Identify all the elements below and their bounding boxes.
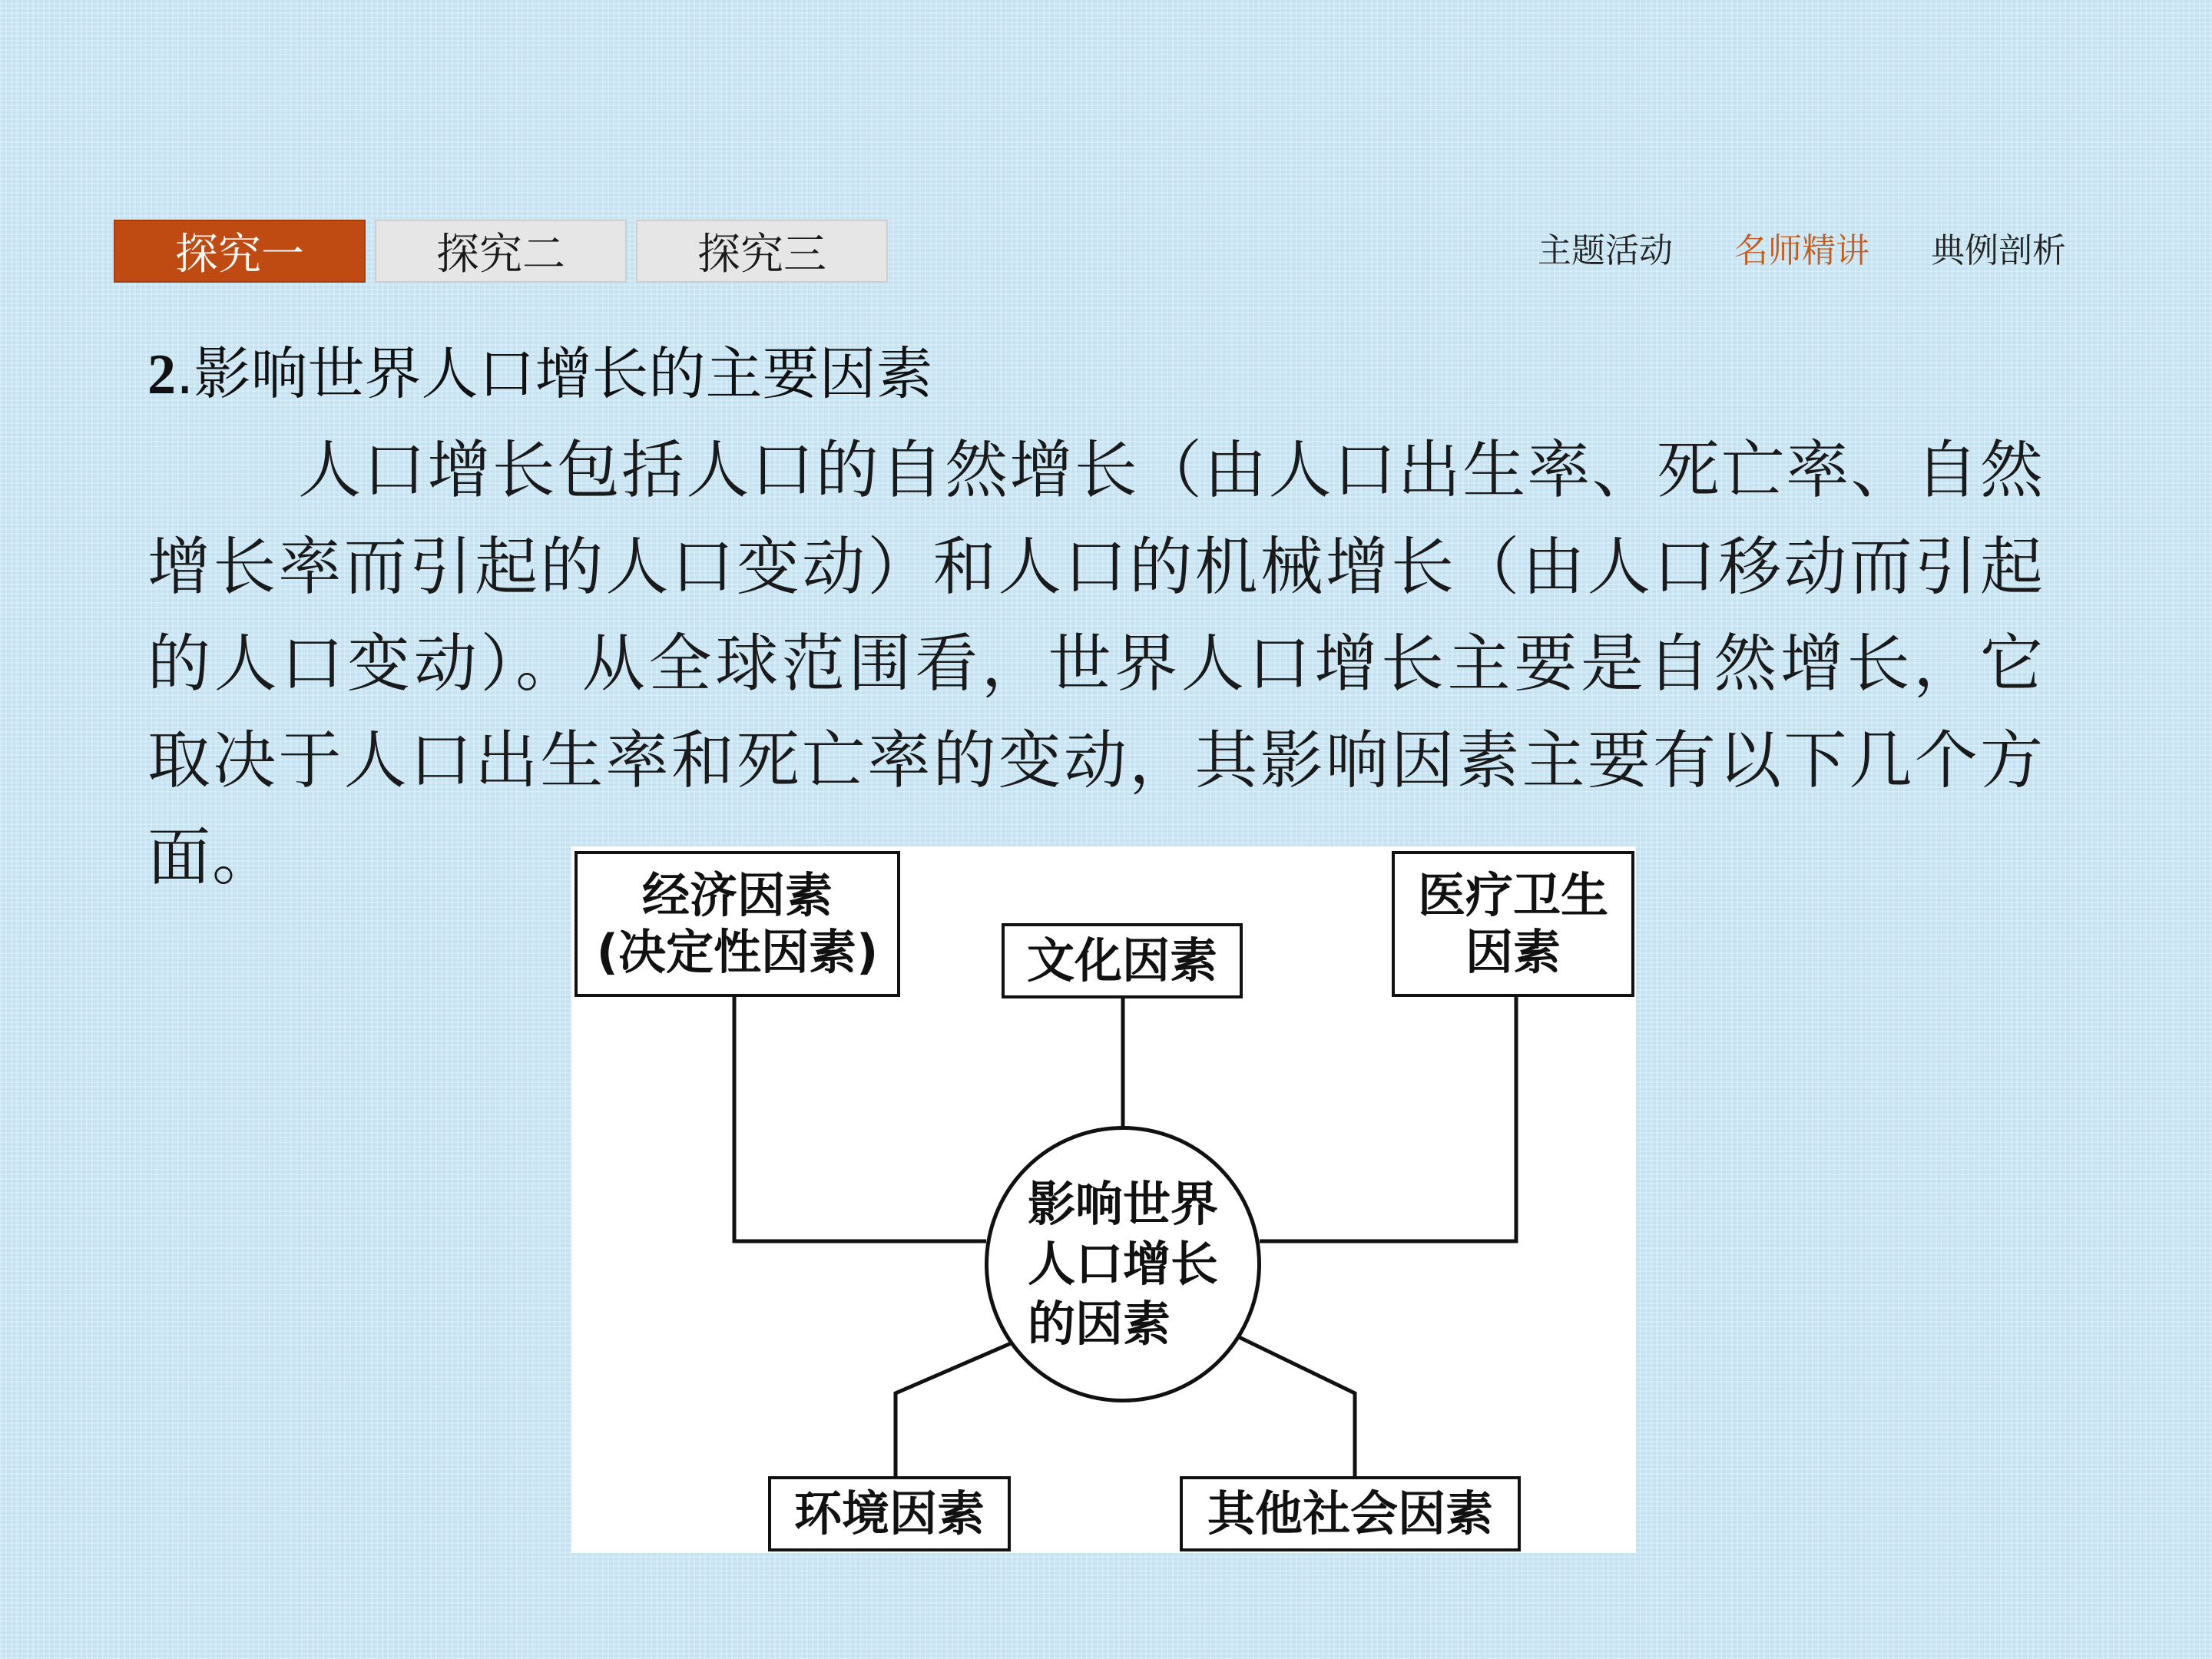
- connector-medical: [1260, 997, 1516, 1241]
- heading-number: 2: [147, 343, 176, 406]
- economic-factor-box: [575, 851, 900, 997]
- nav-theme-activity[interactable]: 主题活动: [1538, 231, 1673, 270]
- social-factor-label: 其他社会因素: [1207, 1485, 1493, 1541]
- section-nav: [1538, 223, 2066, 272]
- body-paragraph: 人口增长包括人口的自然增长（由人口出生率、死亡率、自然增长率而引起的人口变动）和人口的机械增长（由人口移动而引起的人口变动）。从全球范围看，世界人口增长主要是自然增长，它取决于人口出生率和死亡率的变动，其影响因素主要有以下几个方面。: [147, 434, 2045, 894]
- environment-factor-box: [768, 1476, 1011, 1551]
- culture-factor-box: [1002, 923, 1243, 998]
- social-factor-box: [1180, 1476, 1521, 1551]
- connector-economic: [734, 997, 986, 1241]
- section-heading: [147, 329, 933, 410]
- nav-teacher-lecture[interactable]: 名师精讲: [1734, 231, 1869, 270]
- tab-explore-3[interactable]: 探究三: [636, 220, 888, 283]
- tab-bar: [114, 220, 897, 283]
- medical-factor-label: 医疗卫生 因素: [1417, 867, 1608, 980]
- central-circle: [985, 1126, 1261, 1402]
- tab-explore-1[interactable]: 探究一: [114, 220, 366, 283]
- factors-diagram: [571, 846, 1636, 1553]
- economic-factor-label: 经济因素 (决定性因素): [596, 867, 879, 980]
- environment-factor-label: 环境因素: [793, 1485, 985, 1541]
- nav-example-analysis[interactable]: 典例剖析: [1931, 231, 2066, 270]
- culture-factor-label: 文化因素: [1026, 932, 1217, 988]
- heading-text: .影响世界人口增长的主要因素: [176, 341, 933, 407]
- tab-explore-2[interactable]: 探究二: [375, 220, 627, 283]
- medical-factor-box: [1392, 851, 1634, 997]
- central-circle-label: 影响世界 人口增长 的因素: [1027, 1176, 1218, 1352]
